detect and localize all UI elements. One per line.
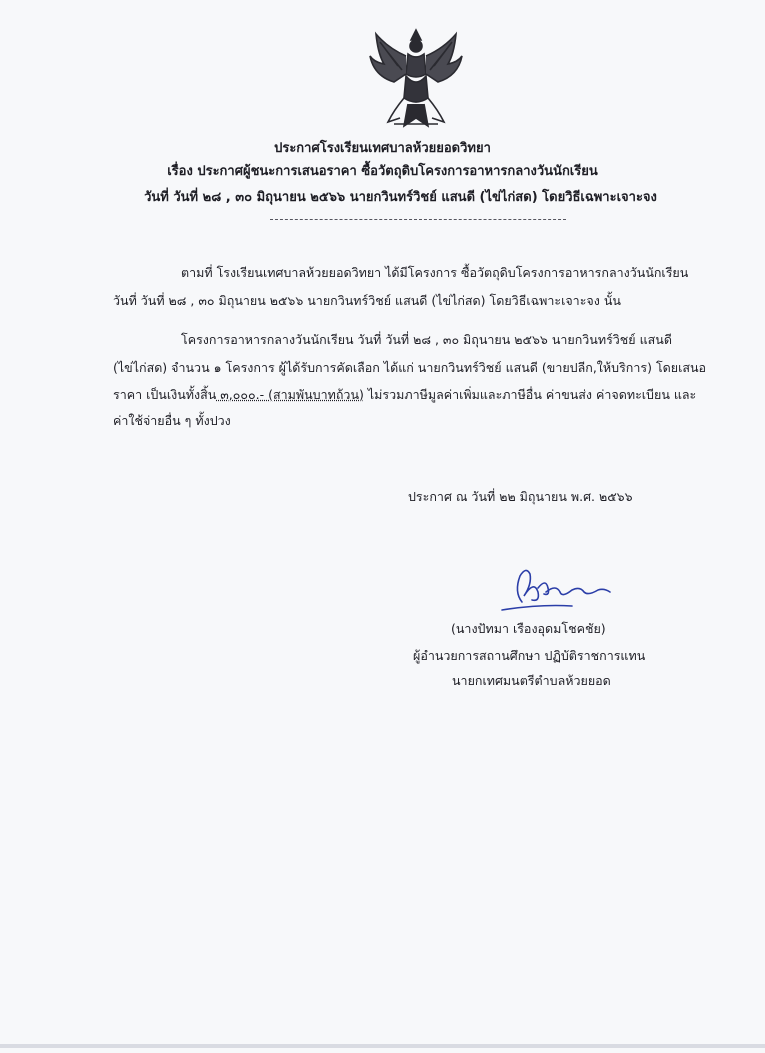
signatory-name: (นางปัทมา เรืองอุดมโชคชัย) <box>451 621 606 636</box>
signatory-acting-for: นายกเทศมนตรีตำบลห้วยยอด <box>452 673 611 688</box>
paragraph1-line2: วันที่ วันที่ ๒๘ , ๓๐ มิถุนายน ๒๕๖๖ นายกวินทร์วิชย์ แสนดี (ไข่ไก่สด) โดยวิธีเฉพาะเจาะจง นั้น <box>113 293 621 308</box>
paragraph2-line2: (ไข่ไก่สด) จำนวน ๑ โครงการ ผู้ได้รับการคัดเลือก ได้แก่ นายกวินทร์วิชย์ แสนดี (ขายปลีก,ให้บริการ) โดยเสนอ <box>113 360 707 375</box>
signatory-position: ผู้อำนวยการสถานศึกษา ปฏิบัติราชการแทน <box>413 648 646 663</box>
announcement-title: ประกาศโรงเรียนเทศบาลห้วยยอดวิทยา <box>274 141 491 156</box>
scan-bottom-edge <box>0 1044 765 1048</box>
paragraph2-line3 <box>113 386 696 404</box>
signature-image <box>500 562 614 616</box>
announcement-subject: เรื่อง ประกาศผู้ชนะการเสนอราคา ซื้อวัตถุดิบโครงการอาหารกลางวันนักเรียน <box>167 164 598 179</box>
paragraph2-line1: โครงการอาหารกลางวันนักเรียน วันที่ วันที่ ๒๘ , ๓๐ มิถุนายน ๒๕๖๖ นายกวินทร์วิชย์ แสนดี <box>181 332 672 347</box>
price-label: ราคา เป็นเงินทั้งสิ้น <box>113 387 217 402</box>
paragraph1-line1: ตามที่ โรงเรียนเทศบาลห้วยยอดวิทยา ได้มีโครงการ ซื้อวัตถุดิบโครงการอาหารกลางวันนักเรียน <box>181 265 689 280</box>
announcement-date-line: วันที่ วันที่ ๒๘ , ๓๐ มิถุนายน ๒๕๖๖ นายกวินทร์วิชย์ แสนดี (ไข่ไก่สด) โดยวิธีเฉพาะเจาะจง <box>144 190 657 205</box>
announce-date: ประกาศ ณ วันที่ ๒๒ มิถุนายน พ.ศ. ๒๕๖๖ <box>408 489 633 504</box>
price-amount: ๓,๐๐๐.- (สามพันบาทถ้วน) <box>216 387 364 402</box>
garuda-emblem-icon <box>364 26 468 134</box>
price-note: ไม่รวมภาษีมูลค่าเพิ่มและภาษีอื่น ค่าขนส่ง ค่าจดทะเบียน และ <box>363 387 697 402</box>
dashed-divider <box>270 219 566 220</box>
paragraph2-line4: ค่าใช้จ่ายอื่น ๆ ทั้งปวง <box>113 413 231 428</box>
